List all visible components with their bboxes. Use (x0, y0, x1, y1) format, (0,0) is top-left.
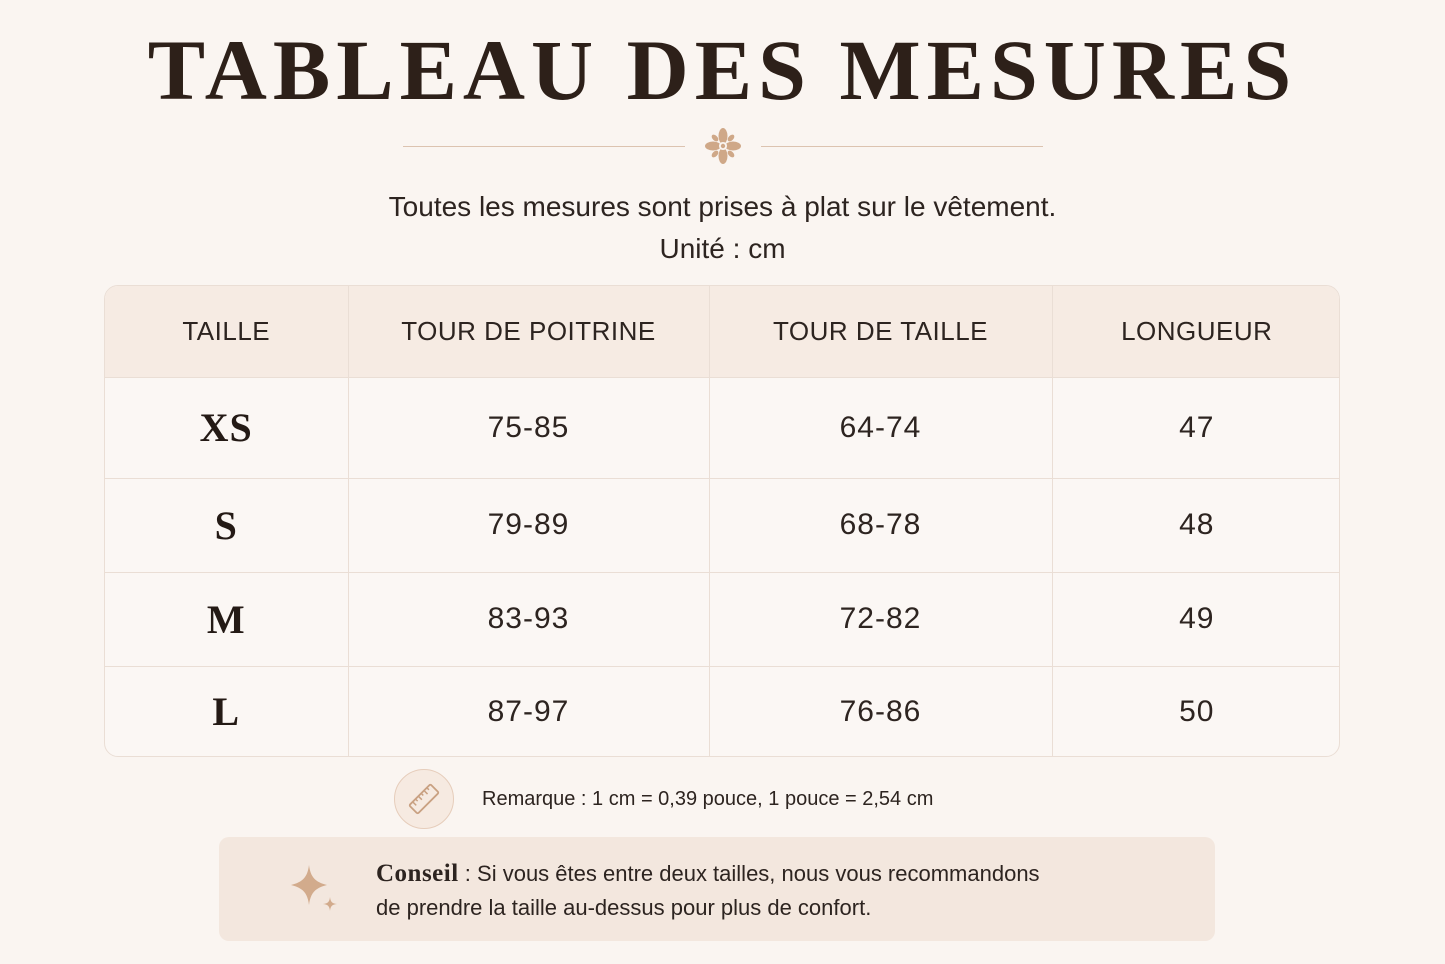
subtitle-line-2: Unité : cm (659, 233, 786, 264)
tip-label: Conseil (376, 860, 459, 887)
waist-cell: 68-78 (709, 478, 1052, 572)
waist-cell: 72-82 (709, 572, 1052, 666)
length-cell: 49 (1179, 602, 1215, 635)
header-longueur: LONGUEUR (1121, 315, 1273, 346)
tip-line-1-text: Si vous êtes entre deux tailles, nous vous recommandons (477, 861, 1040, 886)
divider-line-right (761, 146, 1043, 147)
header-taille: TAILLE (105, 286, 348, 377)
tip-box (219, 837, 1215, 941)
sparkle-icon (285, 861, 341, 922)
flower-ornament-icon (685, 125, 761, 167)
table-row (105, 478, 1340, 572)
length-cell: 50 (1179, 694, 1215, 728)
table-row (105, 666, 1340, 757)
header-tour-de-poitrine: TOUR DE POITRINE (348, 286, 709, 377)
conversion-remark (394, 769, 933, 829)
size-table (104, 285, 1340, 757)
size-chart-table (105, 286, 1340, 757)
waist-cell: 76-86 (709, 666, 1052, 757)
waist-cell: 64-74 (709, 377, 1052, 478)
length-cell: 47 (1179, 410, 1215, 444)
divider-line-left (403, 146, 685, 147)
chest-cell: 83-93 (348, 572, 709, 666)
table-header-row (105, 286, 1340, 377)
table-row (105, 377, 1340, 478)
chest-cell: 79-89 (348, 478, 709, 572)
subtitle-line-1: Toutes les mesures sont prises à plat sur le vêtement. (388, 191, 1057, 222)
tip-line-1 (376, 857, 1176, 891)
size-cell: S (105, 478, 348, 572)
length-cell: 48 (1179, 508, 1215, 541)
size-cell: L (105, 666, 348, 757)
tip-line-2: de prendre la taille au-dessus pour plus de confort. (376, 895, 872, 920)
size-cell: M (105, 572, 348, 666)
size-cell: XS (105, 377, 348, 478)
tip-text (376, 857, 1176, 925)
measurement-note (0, 186, 1445, 270)
chest-cell: 75-85 (348, 377, 709, 478)
header-tour-de-taille: TOUR DE TAILLE (709, 286, 1052, 377)
chest-cell: 87-97 (348, 666, 709, 757)
ruler-icon (394, 769, 454, 829)
table-row (105, 572, 1340, 666)
tip-separator: : (458, 861, 478, 886)
title-divider (0, 126, 1445, 166)
page-title: TABLEAU DES MESURES (147, 22, 1298, 118)
remark-text: Remarque : 1 cm = 0,39 pouce, 1 pouce = 2,54 cm (482, 787, 934, 810)
